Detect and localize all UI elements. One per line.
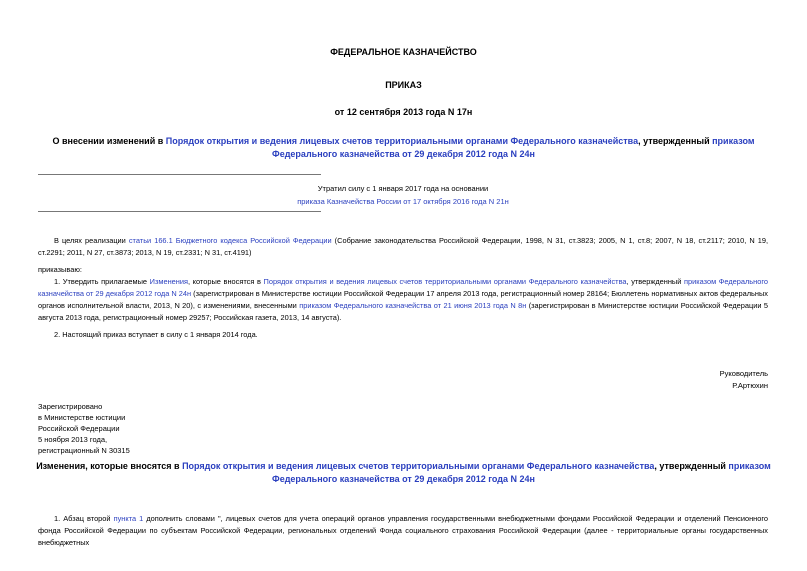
changes-title-link-procedure[interactable]: Порядок открытия и ведения лицевых счетов территориальными органами Федерального казначейства [182, 461, 655, 471]
registration-line3: Российской Федерации [38, 424, 120, 433]
repeal-note-link[interactable]: приказа Казначейства России от 17 октября 2016 года N 21н [297, 196, 509, 206]
item-2-paragraph: 2. Настоящий приказ вступает в силу с 1 января 2014 года. [54, 330, 258, 339]
signature-name: Р.Артюхин [732, 381, 768, 390]
repeal-note-line1: Утратил силу с 1 января 2017 года на основании [317, 184, 489, 193]
changes-title [0, 460, 807, 486]
note-bottom-rule [38, 211, 321, 212]
change1-text2: дополнить словами ", лицевых счетов для учета операций органов управления государственными внебюджетными фондами Российской Федерации и отделений Пенсионного фонда Российской Федерации по субъектам Российской Федерации, региональных отделений Фонда социального страхования Российской Федерации (далее - территориальные органы государственных внебюджетных [38, 514, 768, 547]
title-prefix: О внесении изменений в [52, 136, 166, 146]
item1-text3: , утвержденный [626, 277, 684, 286]
changes-title-prefix: Изменения, которые вносятся в [36, 461, 183, 471]
registration-line5: регистрационный N 30315 [38, 446, 130, 455]
title-link-procedure[interactable]: Порядок открытия и ведения лицевых счетов территориальными органами Федерального казначейства [165, 136, 639, 146]
item1-text5: (зарегистрирован в Министерстве юстиции Российской Федерации 5 августа 2013 года, регистрационный номер 29257; Российская газета, 2013, 14 августа). [38, 301, 768, 322]
item1-link-procedure[interactable]: Порядок открытия и ведения лицевых счетов территориальными органами Федерального казначейства [263, 277, 627, 286]
item1-link-changes[interactable]: Изменения [149, 277, 188, 286]
changes-title-link-order[interactable]: приказом [728, 461, 771, 471]
intro-prefix: В целях реализации [54, 236, 129, 245]
intro-link-budget-code[interactable]: статьи 166.1 Бюджетного кодекса Российской Федерации [128, 236, 332, 245]
registration-line2: в Министерстве юстиции [38, 413, 126, 422]
registration-line1: Зарегистрировано [38, 402, 103, 411]
title-link-order-cont[interactable]: Федерального казначейства от 29 декабря 2012 года N 24н [272, 149, 535, 159]
order-word: приказываю: [38, 265, 82, 274]
title-middle: , утвержденный [638, 136, 713, 146]
registration-line4: 5 ноября 2013 года, [38, 435, 108, 444]
intro-rest: (Собрание законодательства Российской Федерации, 1998, N 31, ст.3823; 2005, N 1, ст.8; 2007, N 18, ст.2117; 2010, N 19, ст.2291; 2011, N 27, ст.3873; 2013, N 19, ст.2331; N 31, ст.4191) [38, 236, 769, 257]
change1-text1: 1. Абзац второй [54, 514, 114, 523]
changes-title-middle: , утвержденный [654, 461, 729, 471]
repeal-note [38, 183, 768, 208]
item1-text4: (зарегистрирован в Министерстве юстиции Российской Федерации 17 апреля 2013 года, регистрационный номер 28164; Бюллетень нормативных актов федеральных органов исполнительной власти, 2013, N 20), с изменениями, внесенными [38, 289, 768, 310]
item1-text1: 1. Утвердить прилагаемые [54, 277, 150, 286]
change1-link-point1[interactable]: пункта 1 [113, 514, 144, 523]
change-1-paragraph [38, 513, 768, 549]
title-link-order[interactable]: приказом [712, 136, 755, 146]
item1-link-order24[interactable]: приказом Федерального казначейства от 29 декабря 2012 года N 24н [38, 277, 768, 298]
doc-type-heading: ПРИКАЗ [385, 80, 422, 90]
date-line: от 12 сентября 2013 года N 17н [334, 107, 473, 117]
document-title [0, 135, 807, 161]
item1-text2: , которые вносятся в [187, 277, 264, 286]
changes-title-link-order-cont[interactable]: Федерального казначейства от 29 декабря 2012 года N 24н [272, 474, 535, 484]
note-top-rule [38, 174, 321, 175]
item1-link-order8[interactable]: приказом Федерального казначейства от 21 июня 2013 года N 8н [299, 301, 527, 310]
signature-block [720, 368, 768, 392]
item-1-paragraph [38, 276, 768, 324]
registration-block [38, 401, 130, 456]
agency-heading: ФЕДЕРАЛЬНОЕ КАЗНАЧЕЙСТВО [330, 47, 477, 57]
signature-position: Руководитель [719, 369, 768, 378]
intro-paragraph [38, 235, 768, 259]
